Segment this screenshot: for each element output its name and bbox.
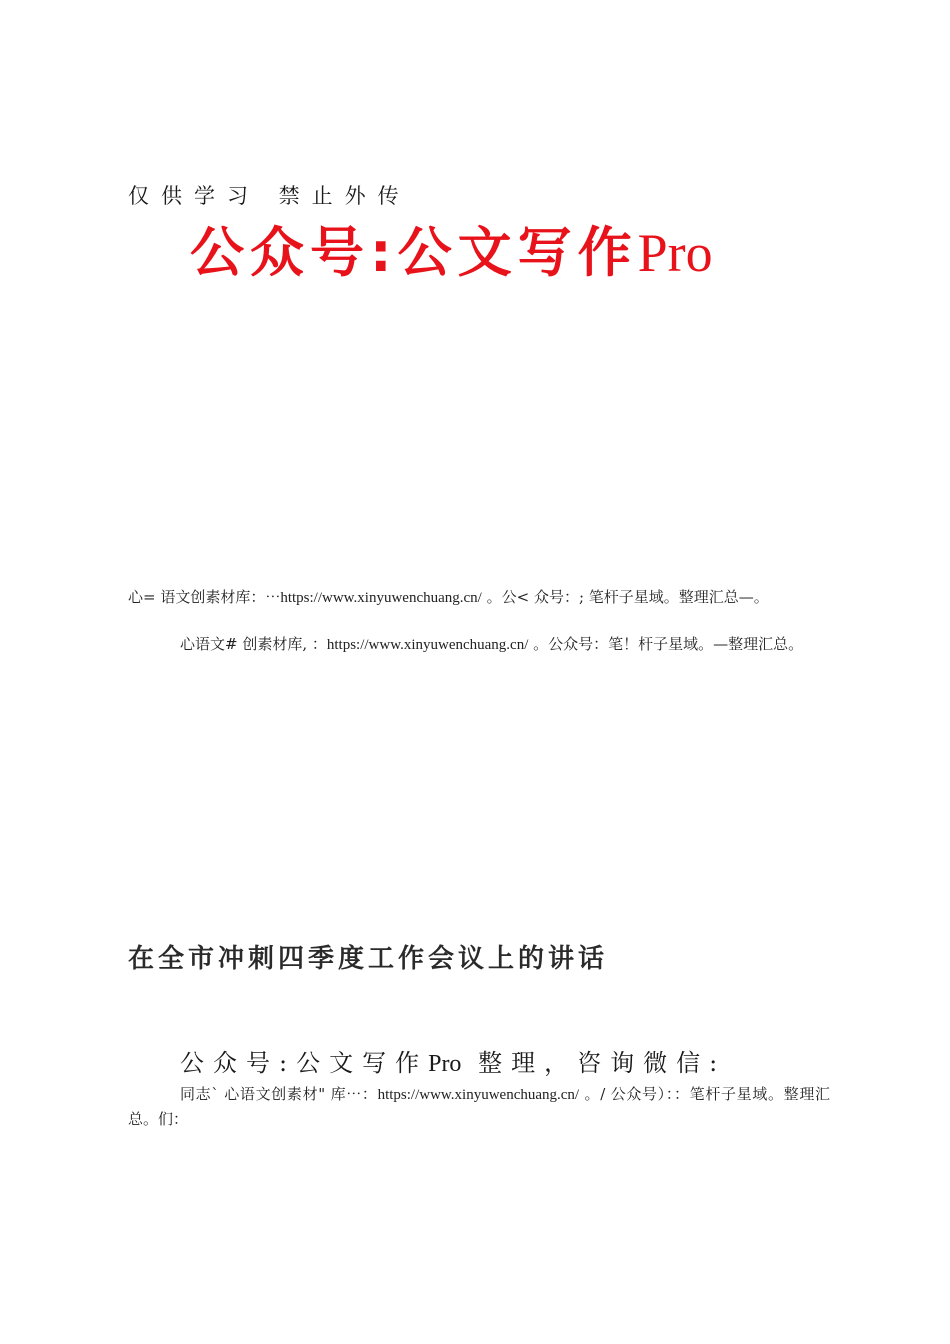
speech-opening-pre: 同志` 心语文创素材" 库⋯： [180, 1085, 378, 1103]
source-link-2[interactable]: https://www.xinyuwenchuang.cn/ [326, 637, 529, 653]
source-note-2 [128, 632, 830, 657]
internal-use-notice: 仅供学习 禁止外传 [128, 184, 411, 208]
source-note-2-pre: 心语文# 创素材库, ： [180, 635, 327, 653]
speech-title: 在全市冲刺四季度工作会议上的讲话 [128, 944, 609, 974]
speech-opening-post: 。/ 公众号）：：笔杆子星域。整理汇总。们： [128, 1085, 831, 1128]
compiler-line-b: 整理，咨询微信: [461, 1049, 727, 1077]
source-note-1 [128, 585, 830, 610]
speech-opening [128, 1082, 830, 1131]
compiler-line-en: Pro [428, 1051, 462, 1077]
compiler-line-a: 公众号:公文写作 [180, 1049, 429, 1077]
brand-suffix: Pro [637, 223, 713, 283]
brand-banner [190, 221, 713, 284]
source-note-1-pre: 心= 语文创素材库：⋯ [128, 588, 281, 606]
source-note-1-post: 。公< 众号：; 笔杆子星域。整理汇总—。 [481, 588, 769, 606]
source-link-1[interactable]: https://www.xinyuwenchuang.cn/ [280, 590, 482, 606]
compiler-line [180, 1043, 726, 1078]
brand-name: 公众号:公文写作 [190, 221, 638, 284]
source-link-3[interactable]: https://www.xinyuwenchuang.cn/ [377, 1087, 580, 1103]
source-note-2-post: 。公众号：笔！杆子星域。—整理汇总。 [528, 635, 804, 653]
